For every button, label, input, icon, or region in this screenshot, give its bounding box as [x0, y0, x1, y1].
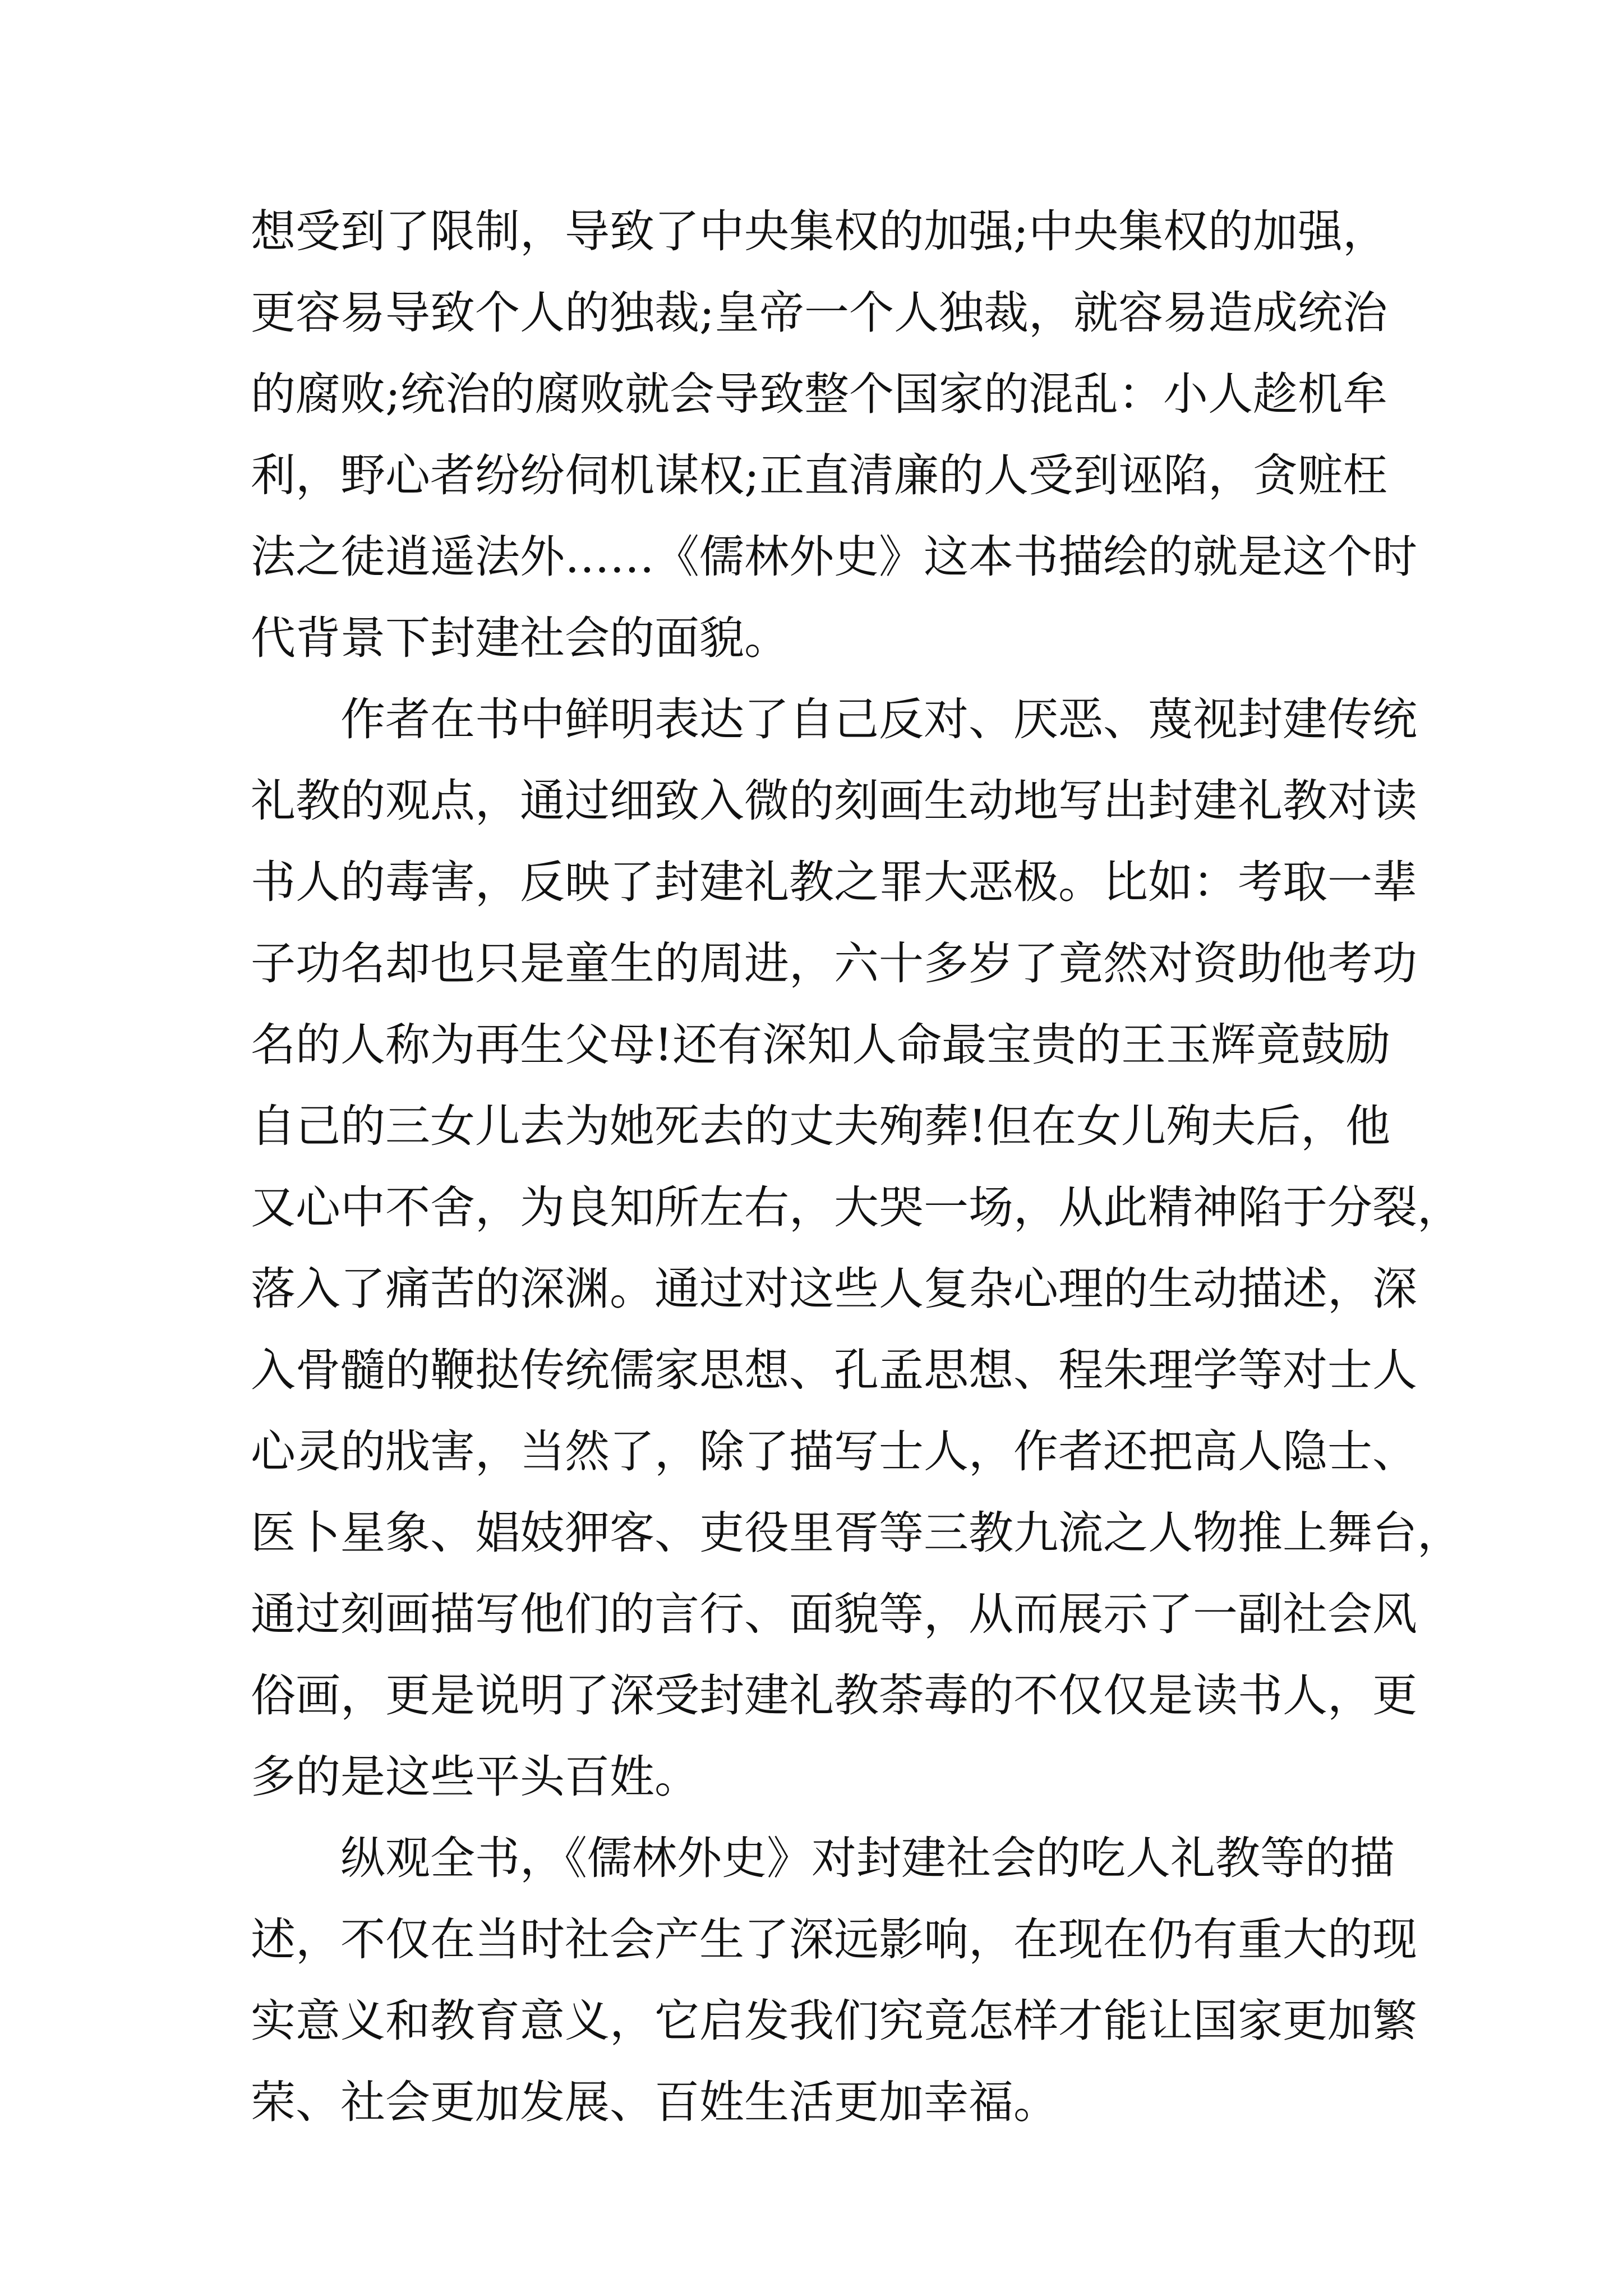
text-line: 医卜星象、娼妓狎客、吏役里胥等三教九流之人物推上舞台， [251, 1507, 1462, 1559]
text-line: 想受到了限制，导致了中央集权的加强;中央集权的加强， [251, 205, 1387, 257]
text-line: 作者在书中鲜明表达了自己反对、厌恶、蔑视封建传统 [251, 693, 1417, 746]
text-line: 法之徒逍遥法外……《儒林外史》这本书描绘的就是这个时 [251, 531, 1417, 583]
text-line: 代背景下封建社会的面貌。 [251, 612, 789, 664]
text-line: 荣、社会更加发展、百姓生活更加幸福。 [251, 2076, 1058, 2128]
text-line: 名的人称为再生父母!还有深知人命最宝贵的王玉辉竟鼓励 [251, 1019, 1391, 1071]
text-line: 自己的三女儿去为她死去的丈夫殉葬!但在女儿殉夫后，他 [251, 1100, 1391, 1152]
body-text [251, 191, 1462, 2143]
text-line: 的腐败;统治的腐败就会导致整个国家的混乱：小人趁机牟 [251, 368, 1387, 420]
text-line: 礼教的观点，通过细致入微的刻画生动地写出封建礼教对读 [251, 775, 1417, 827]
text-line: 述，不仅在当时社会产生了深远影响，在现在仍有重大的现 [251, 1913, 1417, 1966]
text-line: 更容易导致个人的独裁;皇帝一个人独裁，就容易造成统治 [251, 287, 1387, 339]
text-line: 落入了痛苦的深渊。通过对这些人复杂心理的生动描述，深 [251, 1263, 1417, 1315]
text-line: 多的是这些平头百姓。 [251, 1751, 699, 1803]
text-line: 书人的毒害，反映了封建礼教之罪大恶极。比如：考取一辈 [251, 856, 1417, 908]
text-line: 俗画，更是说明了深受封建礼教荼毒的不仅仅是读书人，更 [251, 1669, 1417, 1722]
text-line: 通过刻画描写他们的言行、面貌等，从而展示了一副社会风 [251, 1588, 1417, 1640]
text-line: 实意义和教育意义，它启发我们究竟怎样才能让国家更加繁 [251, 1995, 1417, 2047]
text-line: 纵观全书，《儒林外史》对封建社会的吃人礼教等的描 [251, 1832, 1395, 1884]
text-line: 又心中不舍，为良知所左右，大哭一场，从此精神陷于分裂， [251, 1181, 1462, 1234]
text-line: 利，野心者纷纷伺机谋权;正直清廉的人受到诬陷，贪赃枉 [251, 449, 1387, 501]
text-line: 心灵的戕害，当然了，除了描写士人，作者还把高人隐士、 [251, 1425, 1417, 1478]
text-line: 入骨髓的鞭挞传统儒家思想、孔孟思想、程朱理学等对士人 [251, 1344, 1417, 1396]
text-line: 子功名却也只是童生的周进，六十多岁了竟然对资助他考功 [251, 937, 1417, 990]
